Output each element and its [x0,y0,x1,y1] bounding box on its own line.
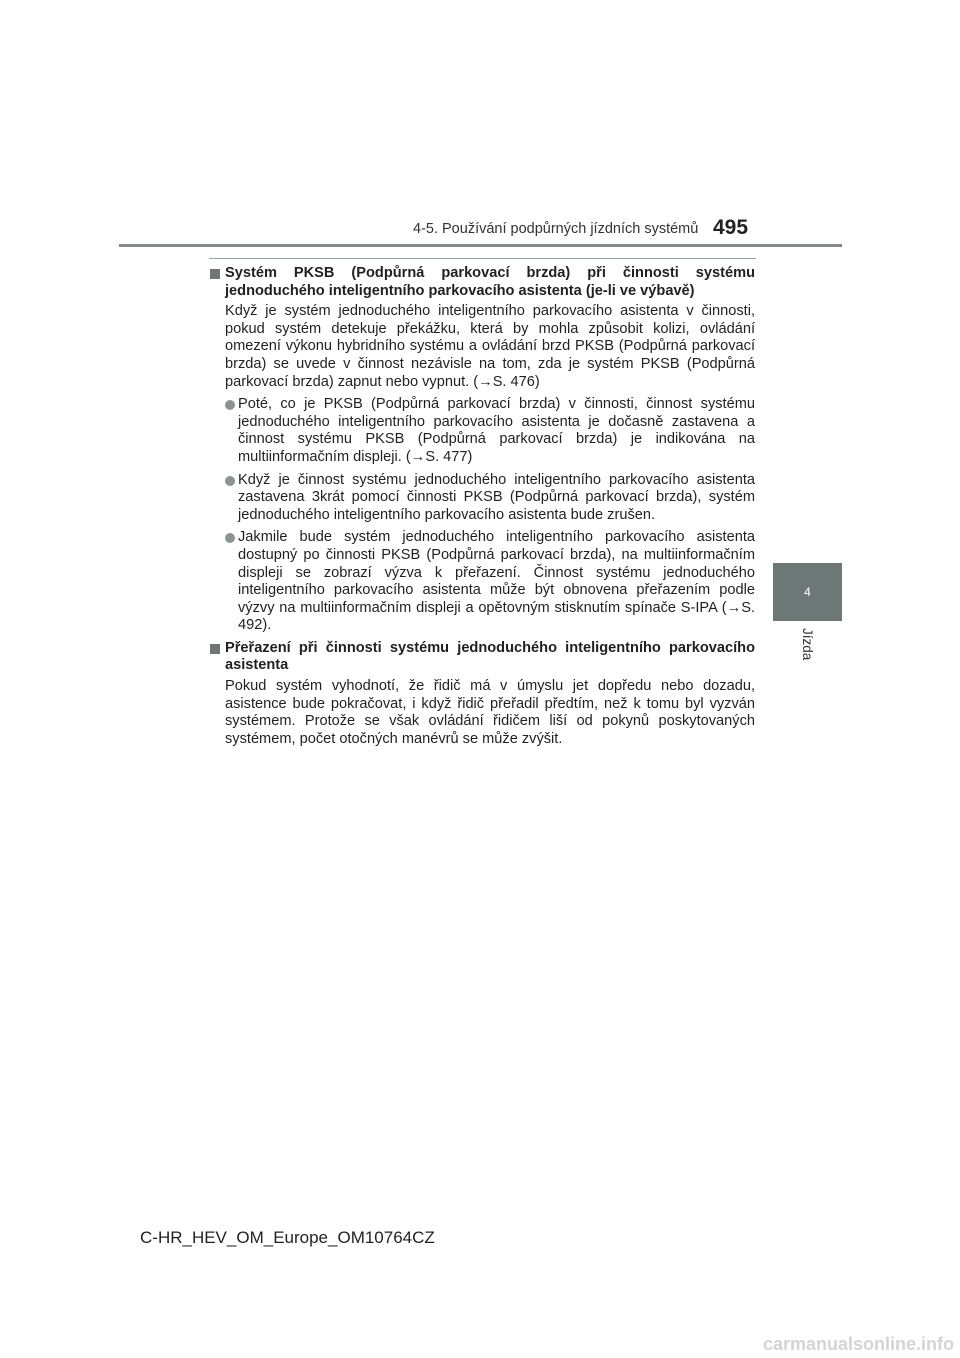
square-bullet-icon [210,269,220,279]
section-heading [210,640,755,675]
bullet-item [210,472,755,525]
bullet-text: Poté, co je PKSB (Podpůrná parkovací brzda) v činnosti, činnost systému jednoduchého inteligentního parkovacího asistenta je dočasně zastavena a činnost systému PKSB (Podpůrná parkovací brzda) je indikována na multiinformačním displeji. (→S. 477) [238,396,755,465]
bullet-text: Když je činnost systému jednoduchého inteligentního parkovacího asistenta zastavena 3krát pomocí činnosti PKSB (Podpůrná parkovací brzda), systém jednoduchého inteligentního parkovacího asistenta bude zrušen. [238,471,755,523]
section-heading [210,265,755,300]
bullet-item [210,529,755,635]
square-bullet-icon [210,644,220,654]
content-divider [209,258,756,259]
bullet-item [210,396,755,466]
chapter-tab: 4 [773,563,842,621]
paragraph: Když je systém jednoduchého inteligentního parkovacího asistenta v činnosti, pokud systém detekuje překážku, která by mohla způsobit kolizi, ovládání omezení výkonu hybridního systému a ovládání brzd PKSB (Podpůrná parkovací brzda) se uvede v činnost nezávisle na tom, zda je systém PKSB (Podpůrná parkovací brzda) zapnut nebo vypnut. (→S. 476) [225,303,755,390]
watermark: carmanualsonline.info [763,1334,955,1354]
content-body [210,265,755,753]
page-number: 495 [713,216,749,239]
chapter-label: Jízda [800,628,815,661]
bullet-text: Jakmile bude systém jednoduchého inteligentního parkovacího asistenta dostupný po činnosti PKSB (Podpůrná parkovací brzda), na multiinformačním displeji se zobrazí výzva k přeřazení. Činnost systému jednoduchého inteligentního parkovacího asistenta může být obnovena přeřazením podle výzvy na multiinformačním displeji a opětovným stisknutím spínače S-IPA (→S. 492). [238,529,755,634]
section-heading-text: Systém PKSB (Podpůrná parkovací brzda) při činnosti systému jednoduchého inteligentního parkovacího asistenta (je-li ve výbavě) [225,265,755,299]
document-code: C-HR_HEV_OM_Europe_OM10764CZ [140,1228,435,1247]
section-title: 4-5. Používání podpůrných jízdních systémů [413,221,699,237]
circle-bullet-icon [225,533,235,543]
circle-bullet-icon [225,400,235,410]
section-heading-text: Přeřazení při činnosti systému jednoduchého inteligentního parkovacího asistenta [225,639,755,674]
header-divider [119,244,842,247]
circle-bullet-icon [225,476,235,486]
paragraph: Pokud systém vyhodnotí, že řidič má v úmyslu jet dopředu nebo dozadu, asistence bude pokračovat, i když řidič přeřadil předtím, než k tomu byl vyzván systémem. Protože se však ovládání řidičem liší od pokynů poskytovaných systémem, počet otočných manévrů se může zvýšit. [225,678,755,747]
